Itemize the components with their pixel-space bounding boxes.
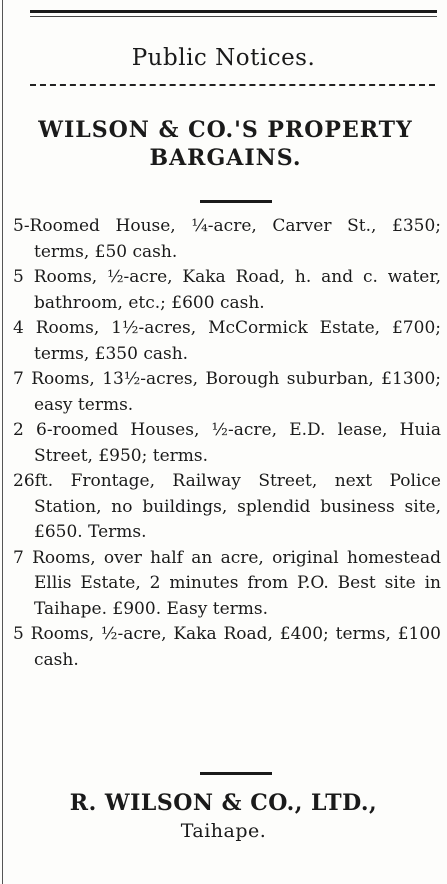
ad-title-line-2: BARGAINS. bbox=[149, 145, 302, 171]
listing-item: 5 Rooms, ½-acre, Kaka Road, £400; terms, £100 cash. bbox=[13, 624, 441, 670]
column-border bbox=[2, 0, 3, 884]
top-rule-thick bbox=[30, 10, 437, 13]
listing-item: 5-Roomed House, ¼-acre, Carver St., £350; terms, £50 cash. bbox=[13, 216, 441, 262]
ad-title bbox=[10, 116, 441, 172]
footer-divider bbox=[200, 772, 272, 775]
listing-item: 26ft. Frontage, Railway Street, next Police Station, no buildings, splendid business site, £650. Terms. bbox=[13, 471, 441, 542]
listing-item: 7 Rooms, 13½-acres, Borough suburban, £1300; easy terms. bbox=[13, 369, 441, 415]
listing-item: 7 Rooms, over half an acre, original homestead Ellis Estate, 2 minutes from P.O. Best site in Taihape. £900. Easy terms. bbox=[13, 547, 441, 619]
listing-item: 2 6-roomed Houses, ½-acre, E.D. lease, Huia Street, £950; terms. bbox=[13, 420, 441, 466]
property-listings bbox=[13, 214, 441, 673]
section-heading: Public Notices. bbox=[131, 45, 316, 71]
listing-item: 4 Rooms, 1½-acres, McCormick Estate, £700; terms, £350 cash. bbox=[13, 318, 441, 364]
listing-item: 5 Rooms, ½-acre, Kaka Road, h. and c. water, bathroom, etc.; £600 cash. bbox=[13, 267, 441, 313]
ad-title-line-1: WILSON & CO.'S PROPERTY bbox=[38, 117, 413, 143]
top-rule-thin bbox=[30, 16, 437, 17]
company-town: Taihape. bbox=[180, 820, 267, 842]
title-divider bbox=[200, 200, 272, 203]
section-divider bbox=[30, 84, 435, 86]
company-name: R. WILSON & CO., LTD., bbox=[69, 790, 378, 816]
